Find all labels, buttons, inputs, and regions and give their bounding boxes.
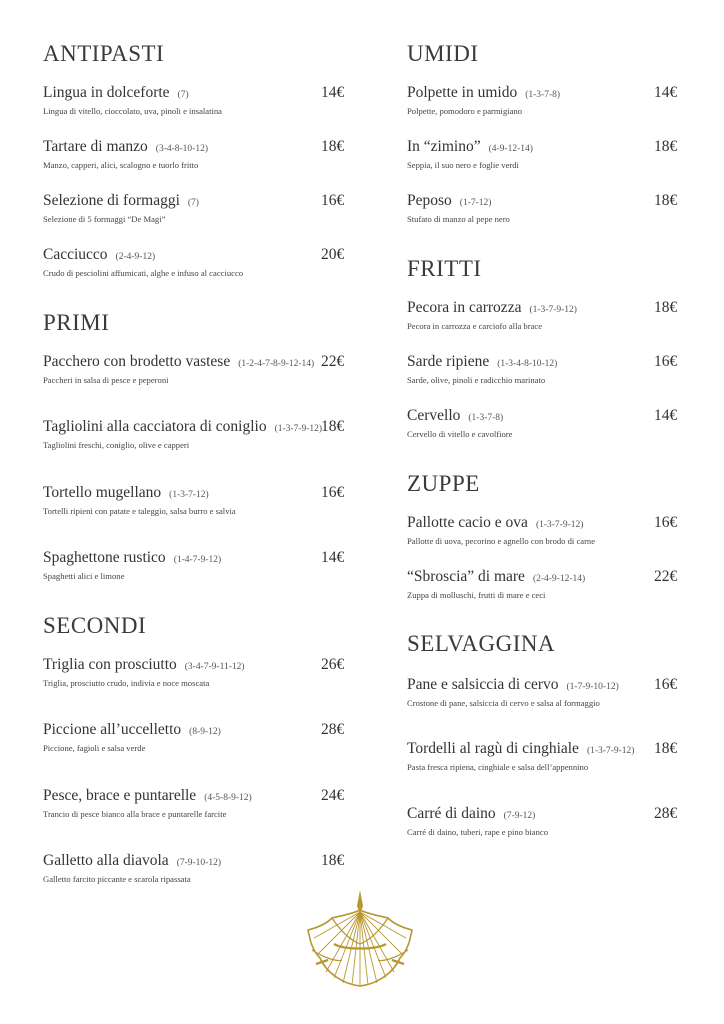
item-allergens: (7) (177, 90, 189, 100)
item-description: Spaghetti alici e limone (43, 571, 125, 581)
section-title-umidi: UMIDI (407, 41, 479, 66)
menu-item (407, 740, 678, 772)
item-description: Piccione, fagioli e salsa verde (43, 743, 146, 753)
item-description: Lingua di vitello, cioccolato, uva, pinoli e insalatina (43, 106, 222, 116)
menu-item (43, 84, 345, 116)
item-name: Selezione di formaggi (43, 192, 180, 209)
menu-item (407, 676, 678, 708)
section-title-zuppe: ZUPPE (407, 471, 480, 496)
item-name: In “zimino” (407, 138, 481, 155)
item-name: Triglia con prosciutto (43, 656, 177, 673)
item-allergens: (1-7-9-10-12) (566, 682, 619, 692)
item-allergens: (1-3-7-9-12) (586, 746, 635, 756)
item-price: 16€ (654, 676, 678, 693)
item-price: 16€ (654, 353, 678, 370)
item-allergens: (8-9-12) (189, 727, 221, 737)
item-name: Cacciucco (43, 246, 108, 263)
item-allergens: (1-3-7-8) (468, 413, 504, 423)
item-price: 16€ (321, 484, 345, 501)
menu-item (407, 138, 678, 170)
item-allergens: (1-3-7-12) (169, 490, 209, 500)
item-allergens: (2-4-9-12-14) (532, 574, 586, 584)
item-allergens: (1-3-4-8-10-12) (497, 359, 558, 369)
item-allergens: (3-4-7-9-11-12) (184, 662, 245, 672)
item-price: 18€ (321, 852, 345, 869)
item-description: Crudo di pesciolini affumicati, alghe e infuso al cacciucco (43, 268, 244, 278)
menu-item (407, 407, 678, 439)
menu-item (407, 299, 678, 331)
item-name: Galletto alla diavola (43, 852, 169, 869)
item-name: Tagliolini alla cacciatora di coniglio (43, 418, 267, 435)
item-description: Stufato di manzo al pepe nero (407, 214, 510, 224)
item-price: 16€ (654, 514, 678, 531)
item-price: 18€ (654, 740, 678, 757)
item-name: Pacchero con brodetto vastese (43, 353, 231, 370)
item-price: 18€ (321, 138, 345, 155)
item-description: Selezione di 5 formaggi “De Magi” (43, 214, 166, 224)
item-price: 14€ (654, 407, 678, 424)
item-description: Galletto farcito piccante e scarola ripassata (43, 874, 191, 884)
item-allergens: (4-5-8-9-12) (204, 793, 252, 803)
item-price: 14€ (321, 549, 345, 566)
item-price: 26€ (321, 656, 345, 673)
menu-item (407, 568, 678, 600)
item-name: Pallotte cacio e ova (407, 514, 528, 531)
item-price: 14€ (321, 84, 345, 101)
item-allergens: (7-9-10-12) (176, 858, 222, 868)
item-allergens: (1-3-7-9-12) (535, 520, 584, 530)
item-price: 18€ (321, 418, 345, 435)
menu-item (43, 353, 345, 385)
item-name: Tartare di manzo (43, 138, 148, 155)
menu-item (43, 138, 345, 170)
section-title-selvaggina: SELVAGGINA (407, 631, 556, 656)
item-price: 24€ (321, 787, 345, 804)
section-title-secondi: SECONDI (43, 613, 147, 638)
item-name: Tordelli al ragù di cinghiale (407, 740, 579, 757)
item-description: Polpette, pomodoro e parmigiano (407, 106, 523, 116)
scallop-shell-icon (304, 888, 416, 988)
section-title-antipasti: ANTIPASTI (43, 41, 165, 66)
item-price: 20€ (321, 246, 345, 263)
item-description: Zuppa di molluschi, frutti di mare e ceci (407, 590, 546, 600)
item-name: Spaghettone rustico (43, 549, 166, 566)
item-description: Tortelli ripieni con patate e taleggio, salsa burro e salvia (43, 506, 236, 516)
item-description: Pasta fresca ripiena, cinghiale e salsa dell’appennino (407, 762, 589, 772)
item-name: Pecora in carrozza (407, 299, 522, 316)
item-name: “Sbroscia” di mare (407, 568, 525, 585)
item-description: Tagliolini freschi, coniglio, olive e capperi (43, 440, 190, 450)
item-description: Pecora in carrozza e carciofo alla brace (407, 321, 543, 331)
item-price: 22€ (321, 353, 345, 370)
menu-item (43, 192, 345, 224)
menu-item (407, 805, 678, 837)
menu-item (43, 246, 345, 278)
item-name: Tortello mugellano (43, 484, 162, 501)
item-allergens: (1-3-7-9-12) (274, 424, 323, 434)
menu-item (43, 418, 345, 450)
item-price: 28€ (654, 805, 678, 822)
menu-item (43, 721, 345, 753)
item-description: Triglia, prosciutto crudo, indivia e noce moscata (43, 678, 210, 688)
menu-item (43, 787, 345, 819)
item-description: Carré di daino, tuberi, rape e pino bianco (407, 827, 549, 837)
item-price: 22€ (654, 568, 678, 585)
menu-item (407, 192, 678, 224)
item-name: Carré di daino (407, 805, 496, 822)
item-allergens: (7-9-12) (503, 811, 536, 821)
item-price: 18€ (654, 138, 678, 155)
item-allergens: (1-3-7-9-12) (529, 305, 577, 315)
item-description: Seppia, il suo nero e foglie verdi (407, 160, 519, 170)
item-name: Lingua in dolceforte (43, 84, 170, 101)
item-description: Sarde, olive, pinoli e radicchio marinato (407, 375, 546, 385)
section-title-fritti: FRITTI (407, 256, 482, 281)
menu-item (43, 656, 345, 688)
menu-item (407, 84, 678, 116)
section-title-primi: PRIMI (43, 310, 110, 335)
item-allergens: (1-7-12) (459, 198, 492, 208)
item-name: Polpette in umido (407, 84, 518, 101)
item-price: 18€ (654, 299, 678, 316)
item-allergens: (3-4-8-10-12) (155, 144, 209, 154)
item-price: 18€ (654, 192, 678, 209)
item-name: Sarde ripiene (407, 353, 490, 370)
item-name: Cervello (407, 407, 461, 424)
item-name: Pane e salsiccia di cervo (407, 676, 559, 693)
menu-item (43, 852, 345, 884)
item-name: Peposo (407, 192, 452, 209)
menu-item (43, 549, 345, 581)
item-name: Pesce, brace e puntarelle (43, 787, 197, 804)
item-description: Trancio di pesce bianco alla brace e puntarelle farcite (43, 809, 227, 819)
menu-item (407, 514, 678, 546)
item-description: Cervello di vitello e cavolfiore (407, 429, 513, 439)
item-price: 14€ (654, 84, 678, 101)
item-description: Manzo, capperi, alici, scalogno e tuorlo fritto (43, 160, 199, 170)
item-description: Paccheri in salsa di pesce e peperoni (43, 375, 169, 385)
item-price: 16€ (321, 192, 345, 209)
item-allergens: (4-9-12-14) (488, 144, 533, 154)
item-name: Piccione all’uccelletto (43, 721, 182, 738)
item-allergens: (1-3-7-8) (525, 90, 561, 100)
item-allergens: (1-2-4-7-8-9-12-14) (238, 359, 315, 369)
item-allergens: (7) (187, 198, 199, 208)
item-price: 28€ (321, 721, 345, 738)
menu-item (407, 353, 678, 385)
item-allergens: (1-4-7-9-12) (173, 555, 222, 565)
item-allergens: (2-4-9-12) (115, 252, 156, 262)
item-description: Crostone di pane, salsiccia di cervo e salsa al formaggio (407, 698, 600, 708)
menu-item (43, 484, 345, 516)
item-description: Pallotte di uova, pecorino e agnello con brodo di carne (407, 536, 596, 546)
